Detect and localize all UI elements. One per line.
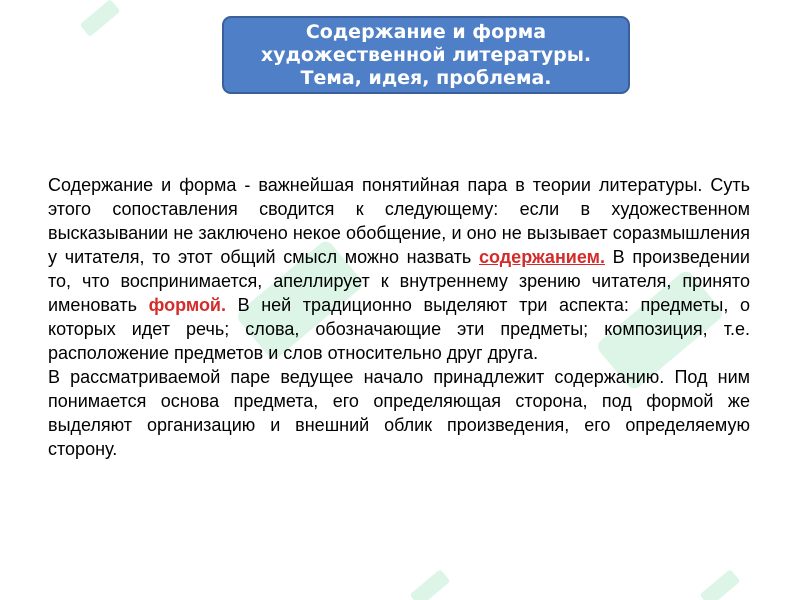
paragraph-1-part-3: В ней традиционно выделяют три аспекта: предметы, о которых идет речь; слова, обозначающие эти предметы; композиция, т.е. расположение предметов и слов относительно друг друга.: [48, 295, 750, 363]
body-text: [48, 173, 750, 461]
paragraph-1-part-2: В произведении то, что воспринимается, апеллирует к внутреннему зрению читателя, принято именовать: [48, 247, 750, 315]
title-box: [222, 16, 630, 94]
term-content: содержанием.: [478, 247, 605, 267]
title-line-2: художественной литературы.: [260, 43, 592, 66]
paragraph-1-part-1: Содержание и форма - важнейшая понятийная пара в теории литературы. Суть этого сопоставления сводится к следующему: если в художественном высказывании не заключено некое обобщение, и оно не вызывает соразмышления у читателя, то этот общий смысл можно назвать: [48, 175, 750, 267]
title-line-1: Содержание и форма: [305, 20, 547, 43]
term-form: формой.: [148, 295, 226, 315]
paragraph-2: В рассматриваемой паре ведущее начало принадлежит содержанию. Под ним понимается основа предмета, его определяющая сторона, под формой же выделяют организацию и внешний облик произведения, его определяемую сторону.: [48, 367, 750, 459]
paragraph-1: [48, 173, 750, 365]
title-line-3: Тема, идея, проблема.: [300, 66, 552, 89]
